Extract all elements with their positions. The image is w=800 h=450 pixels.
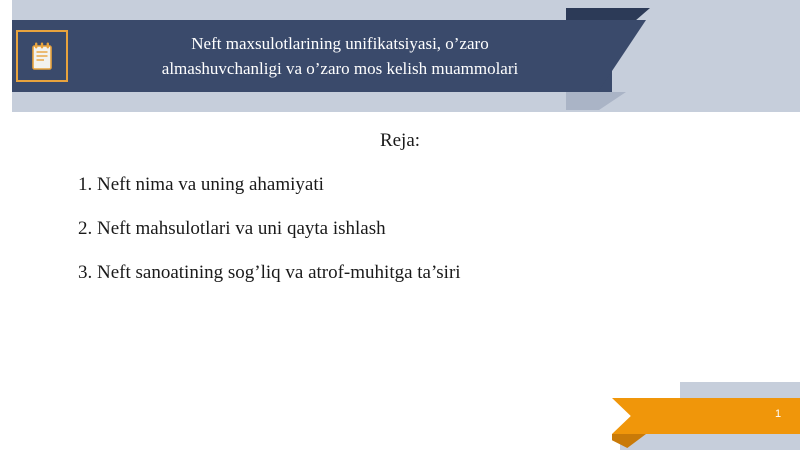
bottom-background-strip bbox=[620, 432, 800, 450]
agenda-list bbox=[0, 174, 800, 284]
slide-title-line-2: almashuvchanligi va o’zaro mos kelish muammolari bbox=[161, 59, 519, 78]
list-item: 3. Neft sanoatining sog’liq va atrof-muhitga ta’siri bbox=[78, 262, 461, 283]
slide-number: 1 bbox=[774, 408, 782, 420]
slide-content bbox=[0, 130, 800, 306]
notepad-icon-box bbox=[16, 30, 68, 82]
list-item: 1. Neft nima va uning ahamiyati bbox=[78, 174, 324, 195]
slide-title-line-1: Neft maxsulotlarining unifikatsiyasi, o’zaro bbox=[191, 34, 489, 53]
list-item: 2. Neft mahsulotlari va uni qayta ishlash bbox=[78, 218, 386, 239]
top-left-white-strip bbox=[0, 0, 12, 112]
agenda-heading: Reja: bbox=[379, 130, 421, 151]
notepad-icon bbox=[30, 41, 54, 71]
slide-title bbox=[70, 24, 610, 88]
